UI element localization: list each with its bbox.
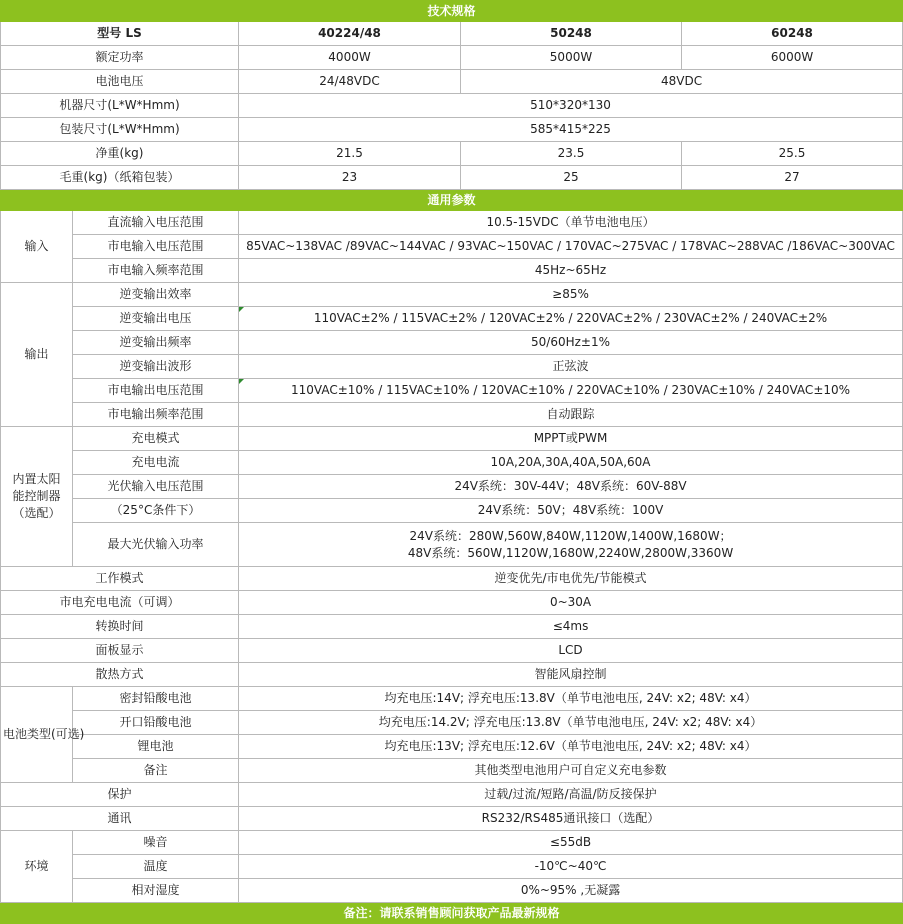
output-row-label: 市电输出频率范围 <box>73 403 239 427</box>
misc-row-label: 工作模式 <box>1 567 239 591</box>
battery-type-row-label: 锂电池 <box>73 735 239 759</box>
rated-power-label: 额定功率 <box>1 46 239 70</box>
general-params-header: 通用参数 <box>1 190 903 211</box>
solar-row-value: 10A,20A,30A,40A,50A,60A <box>239 451 903 475</box>
solar-row <box>1 499 903 523</box>
gross-weight-label: 毛重(kg)（纸箱包装） <box>1 166 239 190</box>
net-weight-label: 净重(kg) <box>1 142 239 166</box>
net-weight-row <box>1 142 903 166</box>
misc-row-value: LCD <box>239 639 903 663</box>
environment-row-label: 噪音 <box>73 831 239 855</box>
misc-row-value: ≤4ms <box>239 615 903 639</box>
rated-power-value: 4000W <box>239 46 461 70</box>
footer-note-row <box>1 903 903 924</box>
misc-row-label: 面板显示 <box>1 639 239 663</box>
model-3: 60248 <box>682 22 903 46</box>
tech-spec-header: 技术规格 <box>1 1 903 22</box>
gross-weight-value: 23 <box>239 166 461 190</box>
input-row-label: 市电输入频率范围 <box>73 259 239 283</box>
misc2-row-label: 通讯 <box>1 807 239 831</box>
solar-row-label: 充电模式 <box>73 427 239 451</box>
model-2: 50248 <box>461 22 682 46</box>
output-row <box>1 379 903 403</box>
model-1: 40224/48 <box>239 22 461 46</box>
solar-group-label <box>1 427 73 567</box>
battery-type-row-value: 均充电压:14V; 浮充电压:13.8V（单节电池电压, 24V: x2; 48V: x4） <box>239 687 903 711</box>
output-row-value: 正弦波 <box>239 355 903 379</box>
solar-row <box>1 451 903 475</box>
gross-weight-value: 25 <box>461 166 682 190</box>
solar-row-value: 24V系统：30V-44V；48V系统：60V-88V <box>239 475 903 499</box>
package-size-value: 585*415*225 <box>239 118 903 142</box>
output-row <box>1 355 903 379</box>
input-row <box>1 259 903 283</box>
misc-row-value: 逆变优先/市电优先/节能模式 <box>239 567 903 591</box>
battery-voltage-value: 48VDC <box>461 70 903 94</box>
input-row-label: 市电输入电压范围 <box>73 235 239 259</box>
environment-group-label: 环境 <box>1 831 73 903</box>
solar-row-label: 最大光伏输入功率 <box>73 523 239 567</box>
net-weight-value: 23.5 <box>461 142 682 166</box>
battery-type-row-value: 均充电压:14.2V; 浮充电压:13.8V（单节电池电压, 24V: x2; 48V: x4） <box>239 711 903 735</box>
battery-type-group-label: 电池类型(可选) <box>1 687 73 783</box>
solar-max-power-line: 48V系统：560W,1120W,1680W,2240W,2800W,3360W <box>407 545 734 560</box>
environment-row-value: 0%~95% ,无凝露 <box>239 879 903 903</box>
battery-voltage-label: 电池电压 <box>1 70 239 94</box>
general-params-header-row <box>1 190 903 211</box>
net-weight-value: 25.5 <box>682 142 903 166</box>
solar-row-label: 充电电流 <box>73 451 239 475</box>
misc-row-value: 0~30A <box>239 591 903 615</box>
misc-row <box>1 591 903 615</box>
input-row-value: 45Hz~65Hz <box>239 259 903 283</box>
model-label: 型号 LS <box>1 22 239 46</box>
package-size-row <box>1 118 903 142</box>
output-row-value: 110VAC±2% / 115VAC±2% / 120VAC±2% / 220VAC±2% / 230VAC±2% / 240VAC±2% <box>239 307 903 331</box>
misc-row-label: 转换时间 <box>1 615 239 639</box>
output-row-label: 逆变输出电压 <box>73 307 239 331</box>
misc-row-label: 市电充电电流（可调） <box>1 591 239 615</box>
solar-row-value: 24V系统：50V；48V系统：100V <box>239 499 903 523</box>
model-row <box>1 22 903 46</box>
battery-voltage-value: 24/48VDC <box>239 70 461 94</box>
machine-size-value: 510*320*130 <box>239 94 903 118</box>
battery-type-row-value: 均充电压:13V; 浮充电压:12.6V（单节电池电压, 24V: x2; 48V: x4） <box>239 735 903 759</box>
battery-type-row <box>1 711 903 735</box>
misc2-row <box>1 783 903 807</box>
input-row-value: 85VAC~138VAC /89VAC~144VAC / 93VAC~150VAC / 170VAC~275VAC / 178VAC~288VAC /186VAC~300VAC <box>239 235 903 259</box>
misc2-row-label: 保护 <box>1 783 239 807</box>
battery-voltage-row <box>1 70 903 94</box>
output-row-label: 逆变输出频率 <box>73 331 239 355</box>
output-row-value: 50/60Hz±1% <box>239 331 903 355</box>
environment-row-value: -10℃~40℃ <box>239 855 903 879</box>
footer-note: 备注：请联系销售顾问获取产品最新规格 <box>1 903 903 924</box>
misc-row-value: 智能风扇控制 <box>239 663 903 687</box>
environment-row <box>1 855 903 879</box>
solar-row-value <box>239 523 903 567</box>
misc2-row <box>1 807 903 831</box>
output-group-label: 输出 <box>1 283 73 427</box>
solar-group-label-line: （选配） <box>12 506 61 520</box>
solar-max-power-line: 24V系统：280W,560W,840W,1120W,1400W,1680W； <box>409 528 732 543</box>
input-group-label: 输入 <box>1 211 73 283</box>
output-row-label: 逆变输出效率 <box>73 283 239 307</box>
rated-power-value: 6000W <box>682 46 903 70</box>
net-weight-value: 21.5 <box>239 142 461 166</box>
battery-type-row-label: 开口铅酸电池 <box>73 711 239 735</box>
battery-type-row-label: 备注 <box>73 759 239 783</box>
input-row <box>1 235 903 259</box>
misc-row <box>1 567 903 591</box>
output-row-value: 自动跟踪 <box>239 403 903 427</box>
environment-row-label: 相对湿度 <box>73 879 239 903</box>
environment-row-label: 温度 <box>73 855 239 879</box>
output-row <box>1 307 903 331</box>
rated-power-row <box>1 46 903 70</box>
input-row-label: 直流输入电压范围 <box>73 211 239 235</box>
misc-row <box>1 663 903 687</box>
output-row-value: ≥85% <box>239 283 903 307</box>
machine-size-row <box>1 94 903 118</box>
environment-row <box>1 879 903 903</box>
solar-group-label-line: 内置太阳 <box>12 472 61 486</box>
gross-weight-row <box>1 166 903 190</box>
input-row-value: 10.5-15VDC（单节电池电压） <box>239 211 903 235</box>
solar-row <box>1 523 903 567</box>
solar-row-label: （25°C条件下） <box>73 499 239 523</box>
environment-row-value: ≤55dB <box>239 831 903 855</box>
tech-spec-header-row <box>1 1 903 22</box>
misc-row-label: 散热方式 <box>1 663 239 687</box>
rated-power-value: 5000W <box>461 46 682 70</box>
solar-row-label: 光伏输入电压范围 <box>73 475 239 499</box>
solar-group-label-line: 能控制器 <box>12 489 61 503</box>
misc2-row-value: RS232/RS485通讯接口（选配） <box>239 807 903 831</box>
solar-row <box>1 475 903 499</box>
output-row <box>1 283 903 307</box>
solar-row <box>1 427 903 451</box>
misc2-row-value: 过载/过流/短路/高温/防反接保护 <box>239 783 903 807</box>
machine-size-label: 机器尺寸(L*W*Hmm) <box>1 94 239 118</box>
battery-type-row-value: 其他类型电池用户可自定义充电参数 <box>239 759 903 783</box>
output-row-label: 市电输出电压范围 <box>73 379 239 403</box>
solar-row-value: MPPT或PWM <box>239 427 903 451</box>
battery-type-row <box>1 759 903 783</box>
battery-type-row <box>1 735 903 759</box>
battery-type-row-label: 密封铅酸电池 <box>73 687 239 711</box>
gross-weight-value: 27 <box>682 166 903 190</box>
output-row <box>1 331 903 355</box>
output-row-label: 逆变输出波形 <box>73 355 239 379</box>
battery-type-row <box>1 687 903 711</box>
output-row <box>1 403 903 427</box>
environment-row <box>1 831 903 855</box>
misc-row <box>1 639 903 663</box>
misc-row <box>1 615 903 639</box>
input-row <box>1 211 903 235</box>
output-row-value: 110VAC±10% / 115VAC±10% / 120VAC±10% / 220VAC±10% / 230VAC±10% / 240VAC±10% <box>239 379 903 403</box>
package-size-label: 包装尺寸(L*W*Hmm) <box>1 118 239 142</box>
